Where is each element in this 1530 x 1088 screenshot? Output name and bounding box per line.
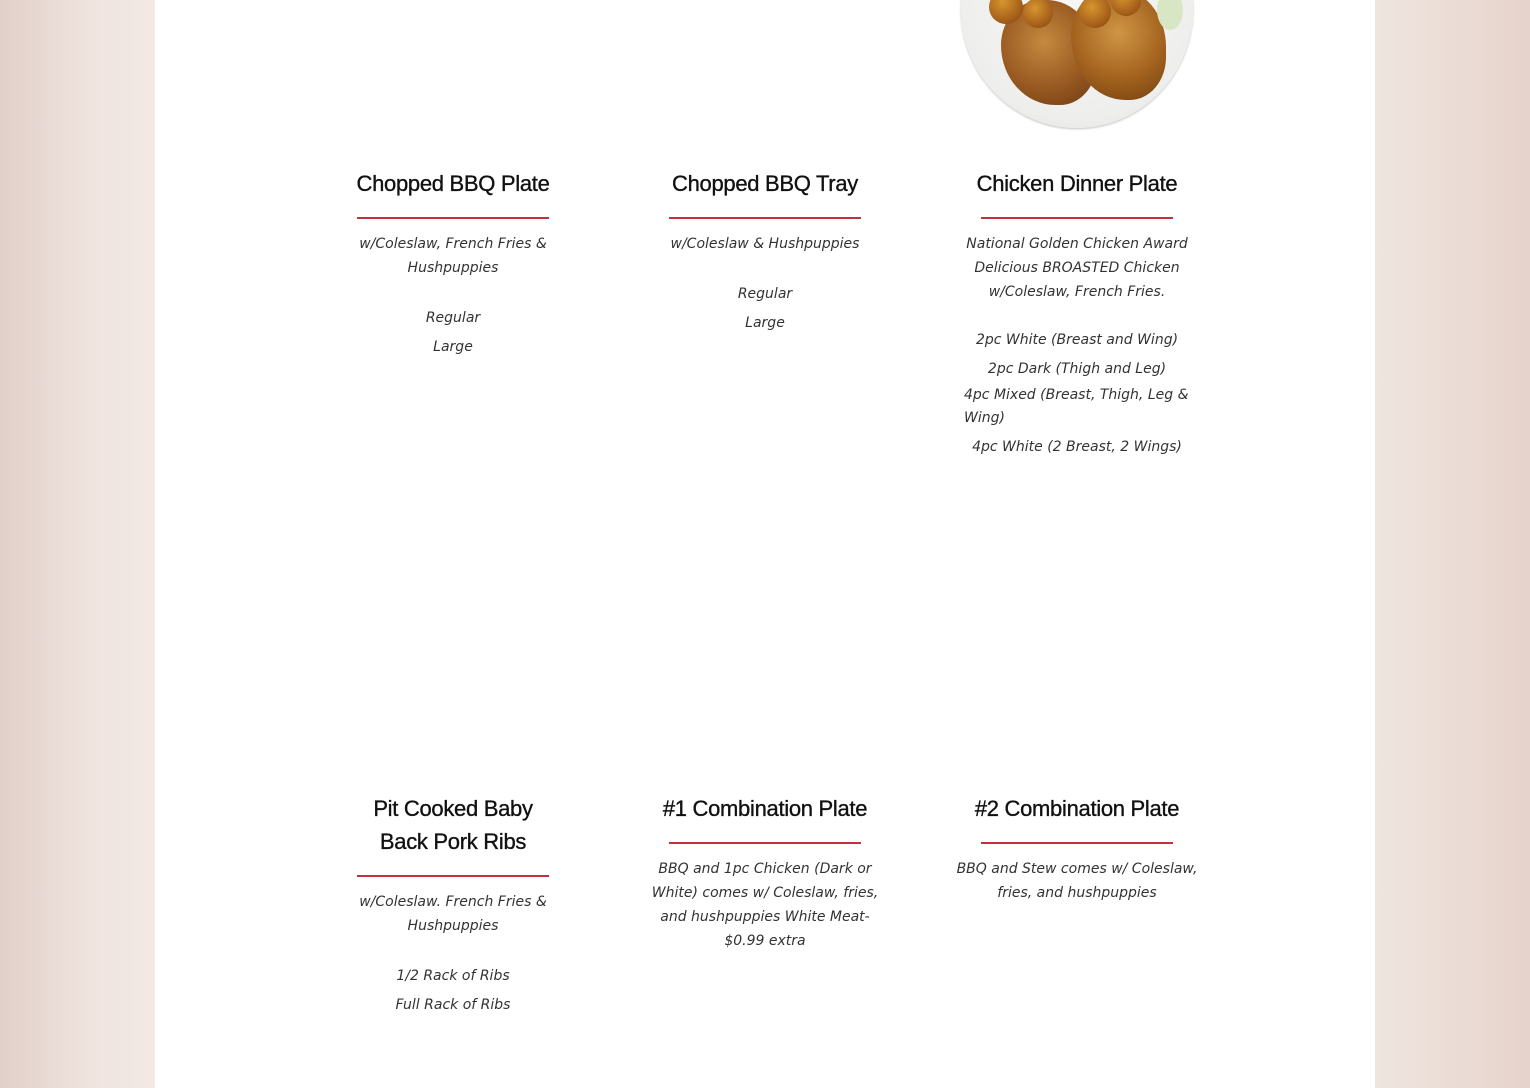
item-title: Chicken Dinner Plate xyxy=(976,171,1178,196)
menu-item-baby-back-pork-ribs xyxy=(328,792,578,1020)
item-description: BBQ and 1pc Chicken (Dark or White) comes w/ Coleslaw, fries, and hushpuppies White Meat- $0.99 extra xyxy=(651,861,879,949)
item-description: w/Coleslaw & Hushpuppies xyxy=(670,236,860,252)
item-title: Chopped BBQ Plate xyxy=(356,171,550,196)
item-description: w/Coleslaw, French Fries & Hushpuppies xyxy=(359,236,547,276)
item-option: 2pc White (Breast and Wing) xyxy=(975,332,1179,348)
item-option: Regular xyxy=(737,286,793,302)
item-option: 2pc Dark (Thigh and Leg) xyxy=(987,361,1167,377)
title-divider xyxy=(669,217,861,219)
title-divider xyxy=(981,217,1173,219)
item-option: Large xyxy=(433,339,473,355)
item-option: 4pc White (2 Breast, 2 Wings) xyxy=(972,439,1182,455)
item-description: w/Coleslaw. French Fries & Hushpuppies xyxy=(359,894,547,934)
item-title: Chopped BBQ Tray xyxy=(672,171,858,196)
chicken-plate-photo xyxy=(961,0,1193,128)
item-title: Pit Cooked Baby Back Pork Ribs xyxy=(373,796,533,854)
title-divider xyxy=(357,217,549,219)
item-description: BBQ and Stew comes w/ Coleslaw, fries, and hushpuppies xyxy=(956,861,1198,901)
menu-item-combination-plate-2 xyxy=(952,792,1202,905)
title-divider xyxy=(357,875,549,877)
item-title: #2 Combination Plate xyxy=(974,796,1180,821)
title-divider xyxy=(669,842,861,844)
item-option: Full Rack of Ribs xyxy=(395,997,511,1013)
item-option: Large xyxy=(745,315,785,331)
menu-item-chopped-bbq-plate xyxy=(328,167,578,362)
title-divider xyxy=(981,842,1173,844)
menu-item-combination-plate-1 xyxy=(640,792,890,953)
menu-item-chicken-dinner-plate xyxy=(952,167,1202,462)
menu-page xyxy=(155,0,1375,1088)
item-title: #1 Combination Plate xyxy=(662,796,868,821)
item-option: 1/2 Rack of Ribs xyxy=(396,968,510,984)
page-background-right xyxy=(1375,0,1530,1088)
item-option: 4pc Mixed (Breast, Thigh, Leg & Wing) xyxy=(964,387,1189,426)
menu-item-chopped-bbq-tray xyxy=(640,167,890,338)
item-option: Regular xyxy=(425,310,481,326)
item-description: National Golden Chicken Award Delicious BROASTED Chicken w/Coleslaw, French Fries. xyxy=(966,236,1188,300)
